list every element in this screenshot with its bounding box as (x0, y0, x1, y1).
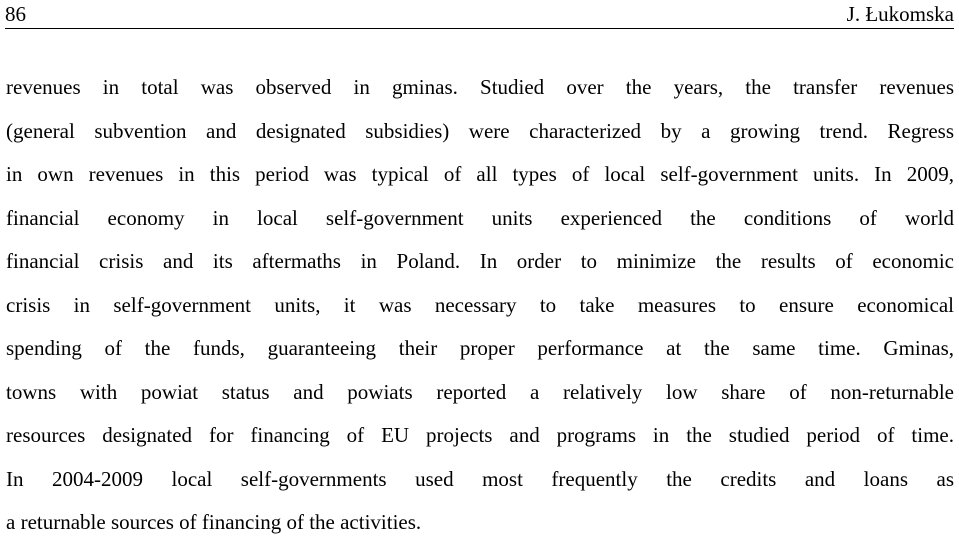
text-line: In 2004-2009 local self-governments used most frequently the credits and loans as (6, 466, 954, 491)
text-line: revenues in total was observed in gminas. Studied over the years, the transfer revenues (6, 75, 954, 99)
text-line: spending of the funds, guaranteeing their proper performance at the same time. Gminas, (6, 336, 954, 360)
page-header (5, 0, 954, 29)
text-line: financial crisis and its aftermaths in Poland. In order to minimize the results of economic (6, 249, 954, 273)
text-line: crisis in self-government units, it was necessary to take measures to ensure economical (6, 292, 954, 317)
text-line: (general subvention and designated subsidies) were characterized by a growing trend. Regress (6, 118, 954, 143)
running-head-author: J. Łukomska (846, 2, 954, 26)
text-line: in own revenues in this period was typical of all types of local self-government units. In 2009, (6, 162, 954, 186)
body-paragraph (6, 66, 954, 545)
text-line: towns with powiat status and powiats reported a relatively low share of non-returnable (6, 379, 954, 404)
text-line: a returnable sources of financing of the activities. (6, 510, 422, 534)
text-line: resources designated for financing of EU projects and programs in the studied period of time. (6, 423, 954, 447)
text-line: financial economy in local self-government units experienced the conditions of world (6, 205, 954, 230)
page-number: 86 (5, 2, 26, 26)
